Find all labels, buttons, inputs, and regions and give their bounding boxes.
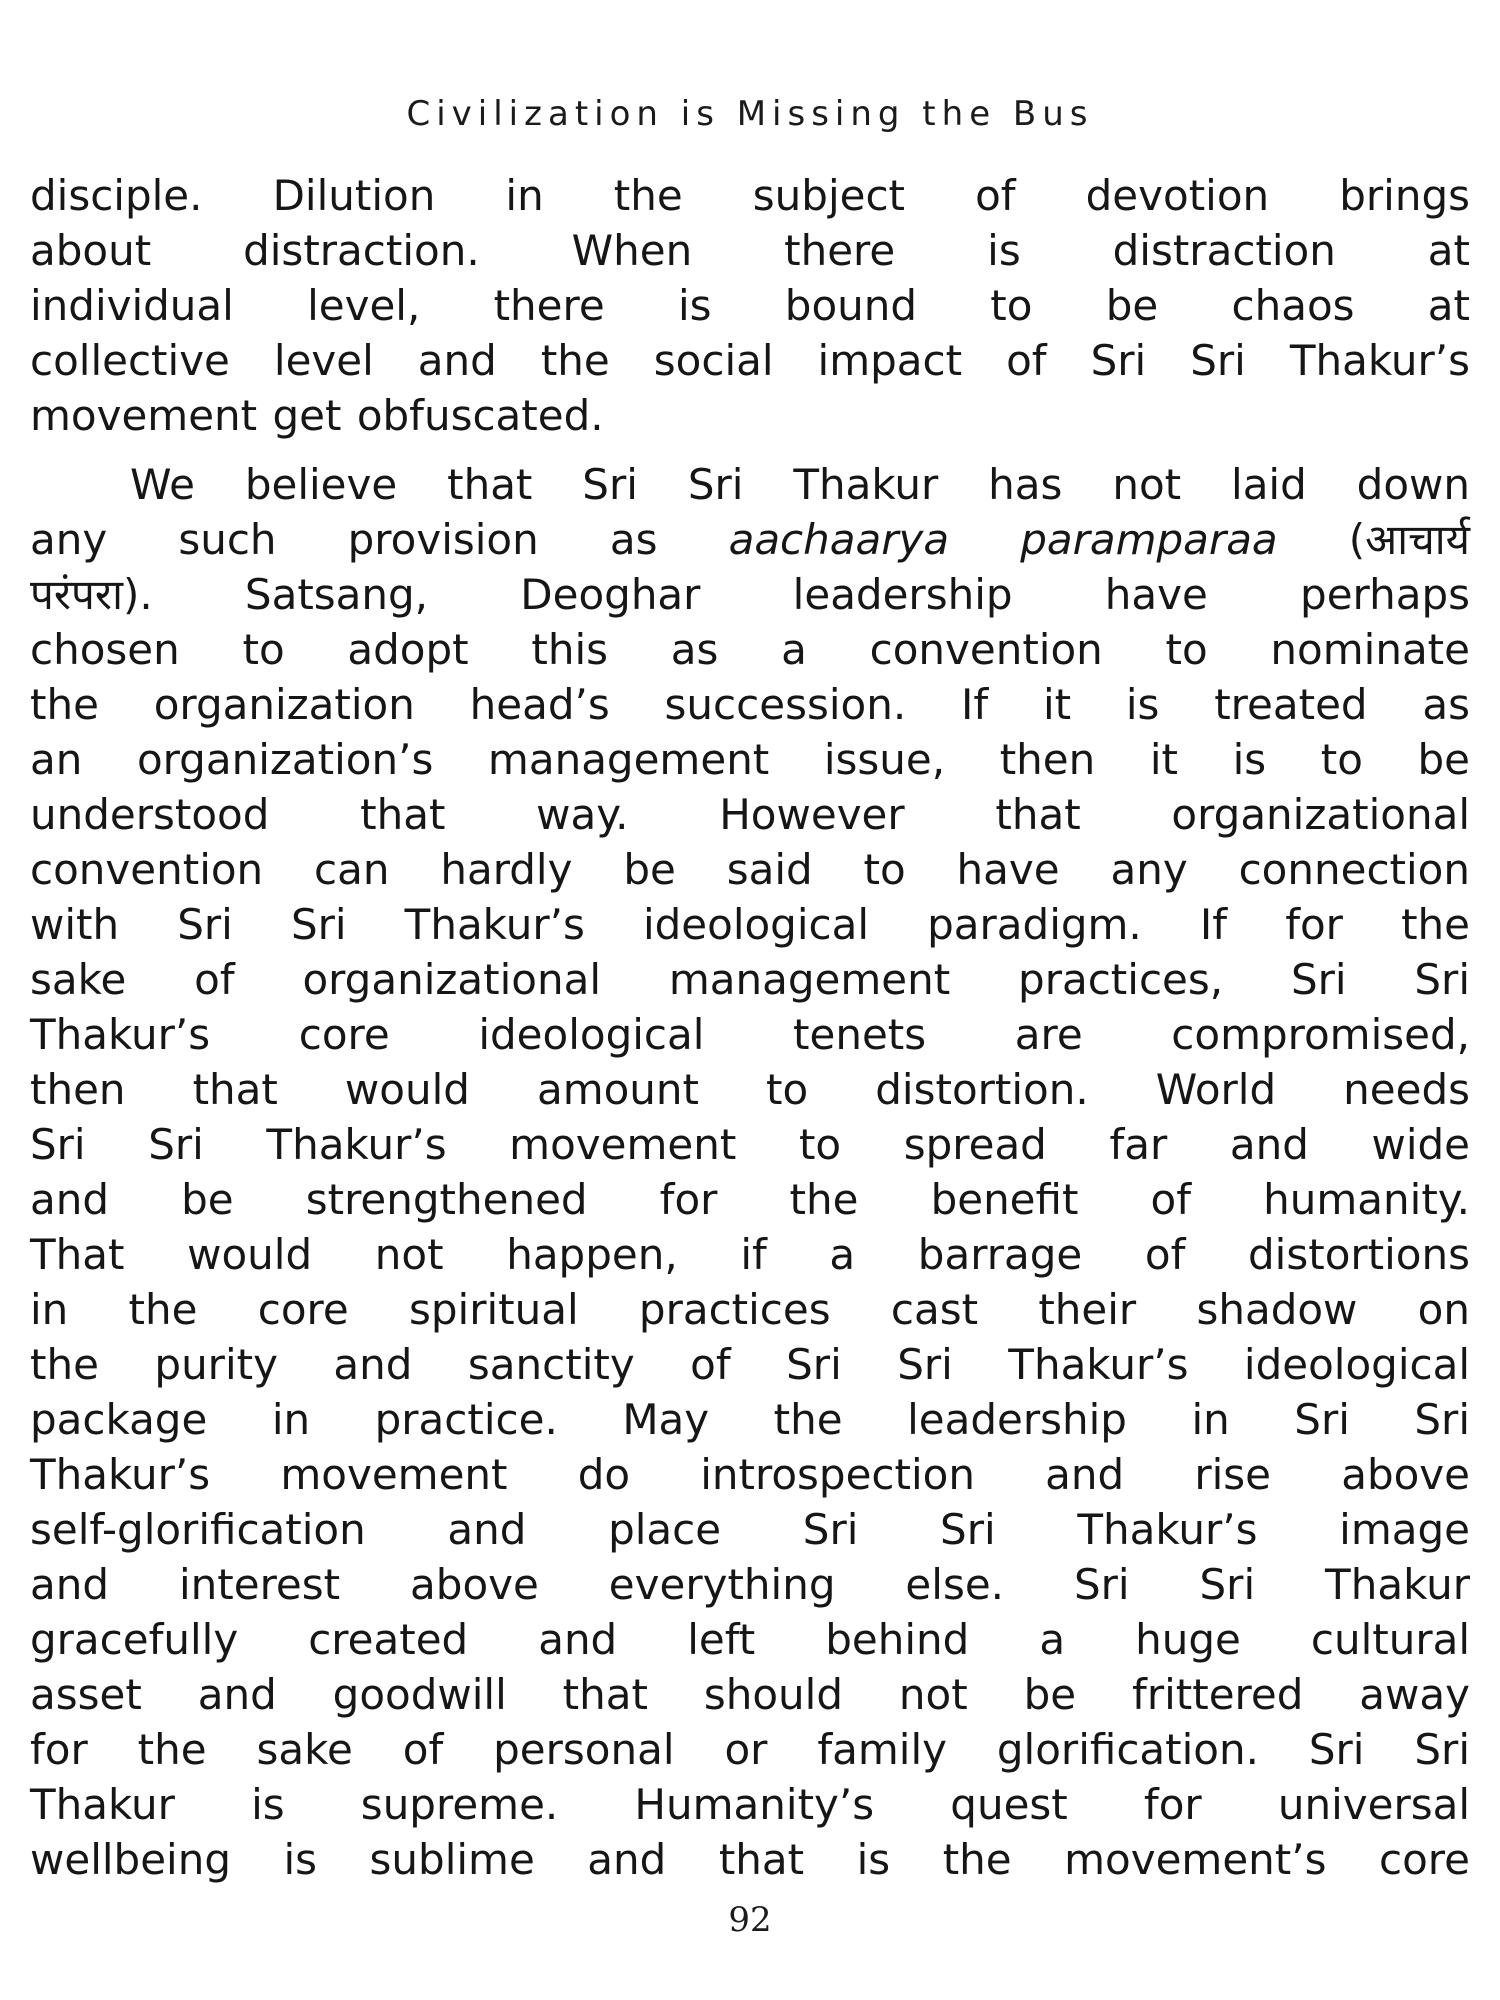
body-text [30, 168, 1470, 1887]
text-line: परंपरा). Satsang, Deoghar leadership have perhaps [30, 570, 1470, 619]
text-line: We believe that Sri Sri Thakur has not laid down [130, 460, 1470, 509]
text-line: movement get obfuscated. [30, 391, 604, 440]
paragraph-gap [30, 443, 1470, 457]
text-line: That would not happen, if a barrage of distortions [30, 1230, 1470, 1279]
text-line: for the sake of personal or family glorification. Sri Sri [30, 1725, 1470, 1774]
text-line: Thakur is supreme. Humanity’s quest for universal [30, 1780, 1470, 1829]
running-head: Civilization is Missing the Bus [406, 94, 1094, 134]
text-line: about distraction. When there is distraction at [30, 226, 1470, 275]
text-line: asset and goodwill that should not be frittered away [30, 1670, 1470, 1719]
text-line: understood that way. However that organizational [30, 790, 1470, 839]
text-line: with Sri Sri Thakur’s ideological paradigm. If for the [30, 900, 1470, 949]
text-line: Thakur’s movement do introspection and rise above [30, 1450, 1470, 1499]
text-line: in the core spiritual practices cast their shadow on [30, 1285, 1470, 1334]
line-lead-text: any such provision as [30, 515, 658, 564]
text-line: sake of organizational management practices, Sri Sri [30, 955, 1470, 1004]
text-line: then that would amount to distortion. World needs [30, 1065, 1470, 1114]
text-line-mixed [30, 512, 1470, 567]
text-line: collective level and the social impact of Sri Sri Thakur’s [30, 336, 1470, 385]
text-line: the purity and sanctity of Sri Sri Thakur’s ideological [30, 1340, 1470, 1389]
text-line: gracefully created and left behind a huge cultural [30, 1615, 1470, 1664]
text-line: wellbeing is sublime and that is the movement’s core [30, 1835, 1470, 1884]
page-number: 92 [728, 1900, 772, 1940]
text-line: disciple. Dilution in the subject of devotion brings [30, 171, 1470, 220]
italic-term: aachaarya paramparaa [728, 515, 1278, 564]
text-line: individual level, there is bound to be chaos at [30, 281, 1470, 330]
text-line: an organization’s management issue, then it is to be [30, 735, 1470, 784]
text-line: package in practice. May the leadership in Sri Sri [30, 1395, 1470, 1444]
text-line: Sri Sri Thakur’s movement to spread far and wide [30, 1120, 1470, 1169]
text-line: Thakur’s core ideological tenets are compromised, [30, 1010, 1470, 1059]
text-line: self-glorification and place Sri Sri Thakur’s image [30, 1505, 1470, 1554]
text-line: convention can hardly be said to have any connection [30, 845, 1470, 894]
text-line: and be strengthened for the benefit of humanity. [30, 1175, 1470, 1224]
text-line: and interest above everything else. Sri Sri Thakur [30, 1560, 1470, 1609]
text-line: the organization head’s succession. If it is treated as [30, 680, 1470, 729]
devanagari-term: (आचार्य [1348, 515, 1470, 564]
text-line: chosen to adopt this as a convention to nominate [30, 625, 1470, 674]
